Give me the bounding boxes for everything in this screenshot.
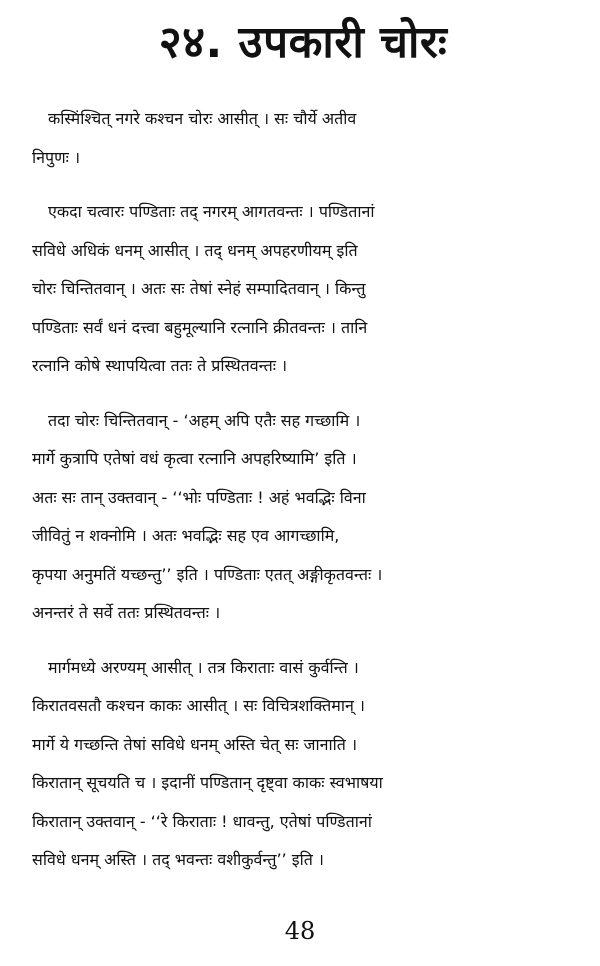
paragraph [32,100,574,177]
text-line: सविधे अधिकं धनम् आसीत् । तद् धनम् अपहरणीयम् इति [32,240,358,260]
text-line: तदा चोरः चिन्तितवान् - ‘अहम् अपि एतैः सह गच्छामि । [48,410,361,430]
paragraph [32,402,574,633]
text-line: जीवितुं न शक्नोमि । अतः भवद्भिः सह एव आगच्छामि, [32,526,340,545]
text-line: सविधे धनम् अस्ति । तद् भवन्तः वशीकुर्वन्तु’’ इति । [32,850,324,869]
text-line: एकदा चत्वारः पण्डिताः तद् नगरम् आगतवन्तः । पण्डितानां [48,202,375,221]
text-line: अतः सः तान् उक्तवान् - ‘‘भोः पण्डिताः ! अहं भवद्भिः विना [32,487,366,507]
chapter-title: २४. उपकारी चोरः [158,17,448,68]
text-line: किरातवसतौ कश्चन काकः आसीत् । सः विचित्रशक्तिमान् । [32,696,365,715]
story-body [32,100,574,880]
paragraph [32,193,574,386]
text-line: किरातान् सूचयति च । इदानीं पण्डितान् दृष्ट्वा काकः स्वभाषया [32,773,383,792]
text-line: रत्नानि कोषे स्थापयित्वा ततः ते प्रस्थितवन्तः । [32,356,288,375]
text-line: मार्गे ये गच्छन्ति तेषां सविधे धनम् अस्ति चेत् सः जानाति । [32,734,358,754]
text-line: कृपया अनुमतिं यच्छन्तु’’ इति । पण्डिताः एतत् अङ्गीकृतवन्तः । [32,564,383,584]
text-line: किरातान् उक्तवान् - ‘‘रे किराताः ! धावन्तु, एतेषां पण्डितानां [32,811,372,831]
page-number: 48 [284,917,316,945]
text-line: चोरः चिन्तितवान् । अतः सः तेषां स्नेहं सम्पादितवान् । किन्तु [32,279,366,298]
text-line: अनन्तरं ते सर्वे ततः प्रस्थितवन्तः । [32,603,221,622]
paragraph [32,649,574,880]
text-line: मार्गमध्ये अरण्यम् आसीत् । तत्र किराताः वासं कुर्वन्ति । [48,657,359,677]
text-line: मार्गे कुत्रापि एतेषां वधं कृत्वा रत्नानि अपहरिष्यामि’ इति । [32,449,357,468]
text-line: कस्मिंश्चित् नगरे कश्चन चोरः आसीत् । सः चौर्ये अतीव [48,109,357,128]
text-line: पण्डिताः सर्वं धनं दत्त्वा बहुमूल्यानि रत्नानि क्रीतवन्तः । तानि [32,317,368,337]
text-line: निपुणः । [32,147,81,167]
